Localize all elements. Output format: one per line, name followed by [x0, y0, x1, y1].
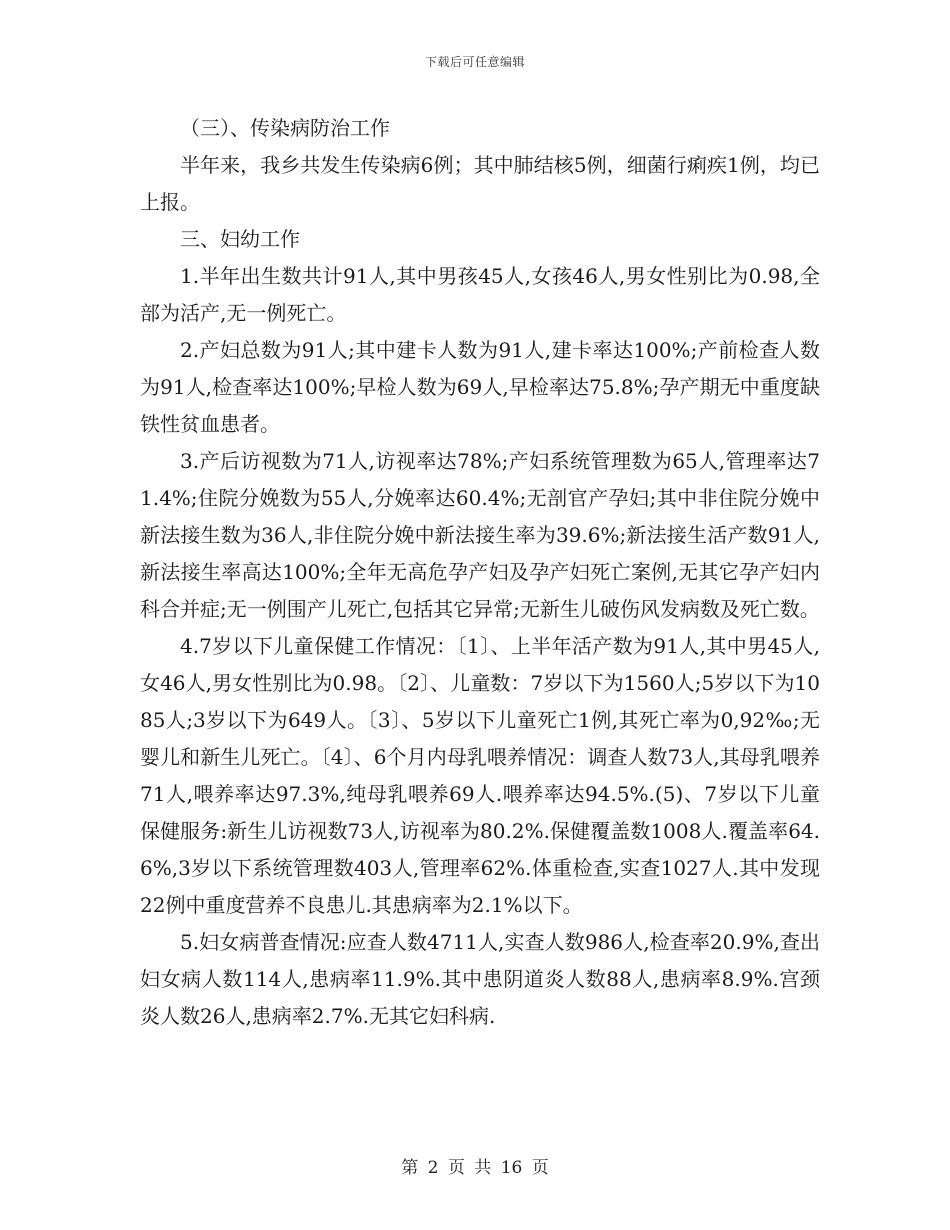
paragraph-maternal-total: 2.产妇总数为91人;其中建卡人数为91人,建卡率达100%;产前检查人数为91人,检查率达100%;早检人数为69人,早检率达75.8%;孕产期无中重度缺铁性贫血患者。	[140, 338, 820, 436]
paragraph-births: 1.半年出生数共计91人,其中男孩45人,女孩46人,男女性别比为0.98,全部为活产,无一例死亡。	[140, 264, 820, 325]
page-number-footer: 第 2 页 共 16 页	[401, 1158, 549, 1178]
document-body	[140, 110, 820, 1035]
paragraph-gynecological-screening: 5.妇女病普查情况:应查人数4711人,实查人数986人,检查率20.9%,查出妇女病人数114人,患病率11.9%.其中患阴道炎人数88人,患病率8.9%.宫颈炎人数26人,患病率2.7%.无其它妇科病.	[140, 930, 820, 1028]
section-heading-infectious-disease: （三）、传染病防治工作	[180, 116, 390, 140]
paragraph-infectious-disease-summary: 半年来，我乡共发生传染病6例；其中肺结核5例，细菌行痢疾1例，均已上报。	[140, 153, 820, 214]
page-header: 下载后可任意编辑	[424, 55, 525, 69]
paragraph-postpartum-visits: 3.产后访视数为71人,访视率达78%;产妇系统管理数为65人,管理率达71.4%;住院分娩数为55人,分娩率达60.4%;无剖官产孕妇;其中非住院分娩中新法接生数为36人,非住院分娩中新法接生率为39.6%;新法接生活产数91人,新法接生率高达100%;全年无高危孕产妇及孕产妇死亡案例,无其它孕产妇内科合并症;无一例围产儿死亡,包括其它异常;无新生儿破伤风发病数及死亡数。	[140, 449, 820, 621]
paragraph-child-health: 4.7岁以下儿童保健工作情况：〔1〕、上半年活产数为91人,其中男45人,女46人,男女性别比为0.98。〔2〕、儿童数：7岁以下为1560人;5岁以下为1085人;3岁以下为649人。〔3〕、5岁以下儿童死亡1例,其死亡率为0,92‰;无婴儿和新生儿死亡。〔4〕、6个月内母乳喂养情况：调查人数73人,其母乳喂养71人,喂养率达97.3%,纯母乳喂养69人.喂养率达94.5%.(5)、7岁以下儿童保健服务:新生儿访视数73人,访视率为80.2%.保健覆盖数1008人.覆盖率64.6%,3岁以下系统管理数403人,管理率62%.体重检查,实查1027人.其中发现22例中重度营养不良患儿.其患病率为2.1%以下。	[140, 634, 820, 917]
section-heading-maternal-child: 三、妇幼工作	[180, 227, 300, 251]
